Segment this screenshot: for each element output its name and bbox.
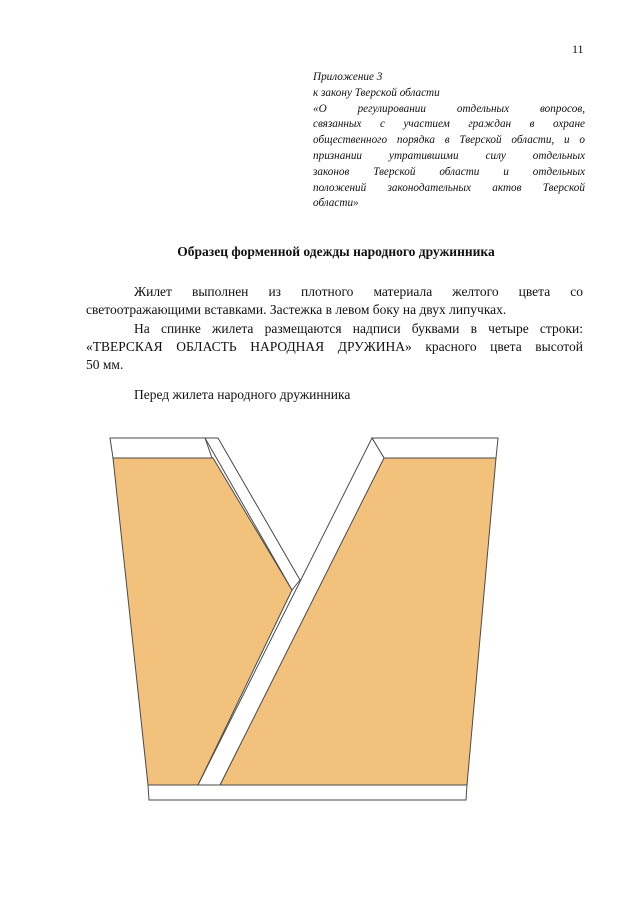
appendix-line: связанных с участием граждан в охране: [313, 118, 585, 131]
appendix-line: к закону Тверской области: [313, 86, 440, 99]
paragraph-line: светоотражающими вставками. Застежка в левом боку на двух липучках.: [86, 302, 507, 317]
paragraph-line: 50 мм.: [86, 357, 124, 372]
appendix-line: законов Тверской области и отдельных: [313, 165, 585, 178]
appendix-line: Приложение 3: [313, 71, 383, 83]
appendix-line: признании утратившими силу отдельных: [313, 149, 585, 162]
page-number: 11: [572, 42, 584, 56]
appendix-line: общественного порядка в Тверской области, и о: [313, 134, 585, 147]
document-heading: Образец форменной одежды народного дружинника: [177, 244, 495, 259]
paragraph-line: На спинке жилета размещаются надписи буквами в четыре строки:: [134, 321, 583, 336]
paragraph-line: «ТВЕРСКАЯ ОБЛАСТЬ НАРОДНАЯ ДРУЖИНА» красного цвета высотой: [86, 339, 583, 354]
figure-caption: Перед жилета народного дружинника: [134, 387, 351, 402]
appendix-line: «О регулировании отдельных вопросов,: [313, 102, 585, 115]
reflective-strip-right-shoulder: [372, 438, 498, 458]
appendix-line: области»: [313, 197, 359, 210]
appendix-line: положений законодательных актов Тверской: [313, 181, 585, 194]
paragraph-line: Жилет выполнен из плотного материала желтого цвета со: [134, 284, 583, 299]
reflective-strip-bottom: [148, 785, 467, 800]
reflective-strip-left-shoulder: [110, 438, 212, 458]
